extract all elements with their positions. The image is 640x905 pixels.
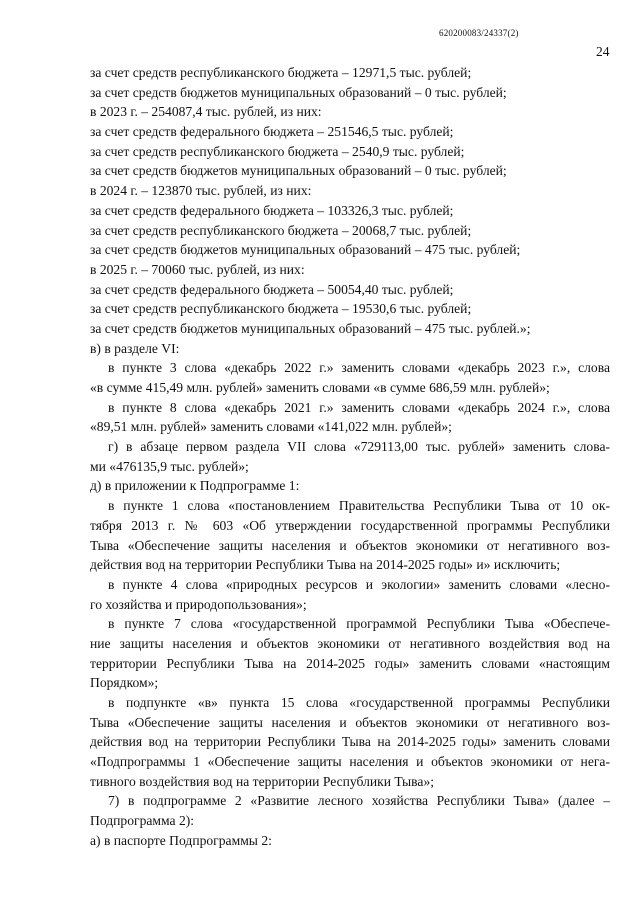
text-line: 7) в подпрограмме 2 «Развитие лесного хозяйства Республики Тыва» (далее – xyxy=(108,793,610,809)
text-line: в подпункте «в» пункта 15 слова «государственной программы Республики xyxy=(108,695,610,710)
text-line: в 2023 г. – 254087,4 тыс. рублей, из них: xyxy=(90,104,322,120)
text-line: за счет средств республиканского бюджета – 12971,5 тыс. рублей; xyxy=(90,65,472,80)
text-line: за счет средств бюджетов муниципальных образований – 0 тыс. рублей; xyxy=(90,84,507,100)
text-line: тября 2013 г. № 603 «Об утверждении государственной программы Республики xyxy=(90,517,610,533)
text-line: в пункте 4 слова «природных ресурсов и экологии» заменить словами «лесно- xyxy=(108,576,610,592)
text-line: за счет средств бюджетов муниципальных образований – 475 тыс. рублей; xyxy=(90,242,521,258)
document-body xyxy=(90,63,610,851)
text-line: Тыва «Обеспечение защиты населения и объектов экономики от негативного воз- xyxy=(90,714,610,730)
text-line: «89,51 млн. рублей» заменить словами «141,022 млн. рублей»; xyxy=(90,419,452,435)
text-line: за счет средств федерального бюджета – 50054,40 тыс. рублей; xyxy=(90,281,454,297)
text-line: Подпрограмма 2): xyxy=(90,813,195,829)
text-line: за счет средств бюджетов муниципальных образований – 0 тыс. рублей; xyxy=(90,163,507,179)
text-line: в) в разделе VI: xyxy=(90,340,180,356)
text-line: ми «476135,9 тыс. рублей»; xyxy=(90,458,249,474)
text-line: действия вод на территории Республики Тыва на 2014-2025 годы» и» исключить; xyxy=(90,557,561,573)
text-line: действия вод на территории Республики Тыва на 2014-2025 годы» заменить словами xyxy=(90,734,610,750)
text-line: тивного воздействия вод на территории Республики Тыва»; xyxy=(90,773,435,789)
text-line: за счет средств республиканского бюджета – 19530,6 тыс. рублей; xyxy=(90,301,472,317)
document-id: 620200083/24337(2) xyxy=(439,28,519,38)
text-line: ние защиты населения и объектов экономики от негативного воздействия вод на xyxy=(90,635,610,651)
text-line: Тыва «Обеспечение защиты населения и объектов экономики от негативного воз- xyxy=(90,537,610,553)
text-line: в 2024 г. – 123870 тыс. рублей, из них: xyxy=(90,183,312,199)
text-line: территории Республики Тыва на 2014-2025 годы» заменить словами «настоящим xyxy=(90,655,610,671)
text-line: Порядком»; xyxy=(90,675,159,691)
text-line: за счет средств федерального бюджета – 251546,5 тыс. рублей; xyxy=(90,124,454,140)
text-line: в пункте 1 слова «постановлением Правительства Республики Тыва от 10 ок- xyxy=(108,498,610,514)
text-line: в 2025 г. – 70060 тыс. рублей, из них: xyxy=(90,261,305,277)
text-line: за счет средств республиканского бюджета – 20068,7 тыс. рублей; xyxy=(90,222,472,238)
text-line: г) в абзаце первом раздела VII слова «729113,00 тыс. рублей» заменить слова- xyxy=(108,439,610,455)
text-line: а) в паспорте Подпрограммы 2: xyxy=(90,832,272,848)
page-number: 24 xyxy=(596,44,610,59)
text-line: в пункте 8 слова «декабрь 2021 г.» заменить словами «декабрь 2024 г.», слова xyxy=(108,399,610,415)
text-line: «в сумме 415,49 млн. рублей» заменить словами «в сумме 686,59 млн. рублей»; xyxy=(90,380,550,395)
text-line: в пункте 7 слова «государственной программой Республики Тыва «Обеспече- xyxy=(108,616,610,632)
text-line: д) в приложении к Подпрограмме 1: xyxy=(90,478,300,494)
text-line: за счет средств бюджетов муниципальных образований – 475 тыс. рублей.»; xyxy=(90,320,531,336)
text-line: го хозяйства и природопользования»; xyxy=(90,596,307,612)
text-line: в пункте 3 слова «декабрь 2022 г.» заменить словами «декабрь 2023 г.», слова xyxy=(108,360,610,376)
text-line: «Подпрограммы 1 «Обеспечение защиты населения и объектов экономики от нега- xyxy=(90,754,610,770)
text-line: за счет средств федерального бюджета – 103326,3 тыс. рублей; xyxy=(90,202,454,218)
text-line: за счет средств республиканского бюджета – 2540,9 тыс. рублей; xyxy=(90,143,465,159)
